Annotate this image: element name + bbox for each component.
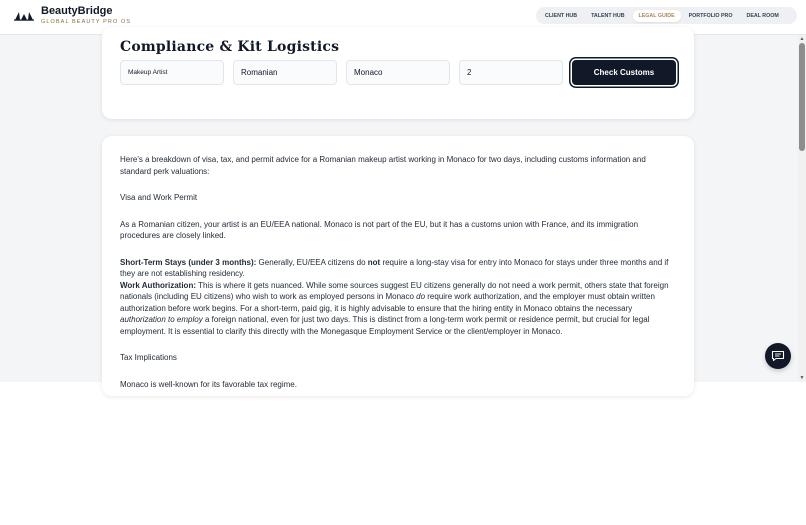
work-auth-do: do: [416, 292, 426, 301]
scroll-up-arrow-icon[interactable]: ▲: [799, 36, 805, 42]
short-term-not: not: [367, 257, 381, 267]
nav-talent-hub[interactable]: TALENT HUB: [591, 12, 625, 19]
work-authorization-paragraph: [120, 280, 678, 338]
nav-client-hub[interactable]: CLIENT HUB: [545, 12, 578, 19]
nationality-input[interactable]: Romanian: [233, 60, 337, 85]
short-term-text-1: Generally, EU/EEA citizens do: [256, 257, 368, 267]
tax-paragraph: Monaco is well-known for its favorable tax regime.: [120, 379, 297, 389]
short-term-label: Short-Term Stays (under 3 months):: [120, 257, 257, 267]
bridge-logo-icon: [14, 9, 34, 21]
page-scrollbar[interactable]: [798, 35, 806, 382]
short-term-paragraph: [120, 257, 678, 280]
brand-tagline: GLOBAL BEAUTY PRO OS: [41, 19, 132, 25]
work-auth-label: Work Authorization:: [120, 280, 196, 290]
scroll-thumb[interactable]: [799, 43, 805, 151]
destination-input[interactable]: Monaco: [346, 60, 450, 85]
check-customs-button[interactable]: Check Customs: [572, 60, 676, 85]
results-content: [120, 154, 678, 390]
nav-deal-room[interactable]: DEAL ROOM: [746, 12, 779, 19]
results-card: [102, 136, 694, 396]
short-term-text-2: require a long-stay visa for entry into Monaco for stays under three months and if they are not establishing residency.: [120, 257, 669, 278]
visa-paragraph: As a Romanian citizen, your artist is an EU/EEA national. Monaco is not part of the EU, but it has a customs union with France, and its immigration procedures are closely linked.: [120, 219, 639, 240]
main-nav: [536, 7, 797, 24]
profession-input[interactable]: Makeup Artist: [120, 60, 224, 85]
intro-paragraph: Here's a breakdown of visa, tax, and permit advice for a Romanian makeup artist working in Monaco for two days, including customs information and standard perk valuations:: [120, 155, 646, 176]
compliance-form-card: [102, 27, 694, 119]
work-auth-text-3: a foreign national, even for just two days. This is distinct from a long-term work permit or residence permit, but crucial for legal employment. It is essential to clarify this directly with the Monegasque Employment Service or the client/employer in Monaco.: [120, 315, 650, 336]
nav-portfolio-pro[interactable]: PORTFOLIO PRO: [688, 12, 733, 19]
main-content[interactable]: [0, 35, 798, 389]
work-auth-text-1: This is where it gets nuanced. While some sources suggest EU citizens generally do not need a work permit, others state that foreign nationals (including EU citizens) who wish to work as employed persons in Monaco: [120, 280, 669, 301]
page-title: Compliance & Kit Logistics: [120, 39, 340, 55]
nav-legal-guide[interactable]: LEGAL GUIDE: [633, 10, 681, 22]
visa-heading: Visa and Work Permit: [120, 193, 198, 202]
chat-button[interactable]: [765, 343, 791, 369]
work-auth-italic: authorization to employ: [120, 315, 203, 324]
chat-icon: [771, 350, 785, 362]
tax-heading: Tax Implications: [120, 353, 177, 362]
work-auth-text-2: require work authorization, and the employer must obtain written authorization before work begins. For a short-term, paid gig, it is highly advisable to ensure that the hiring entity in Monaco obtains the necessary: [120, 292, 655, 313]
days-input[interactable]: 2: [459, 60, 563, 85]
brand-name: BeautyBridge: [41, 5, 113, 17]
scroll-down-arrow-icon[interactable]: ▼: [799, 375, 805, 381]
brand[interactable]: [14, 5, 131, 25]
